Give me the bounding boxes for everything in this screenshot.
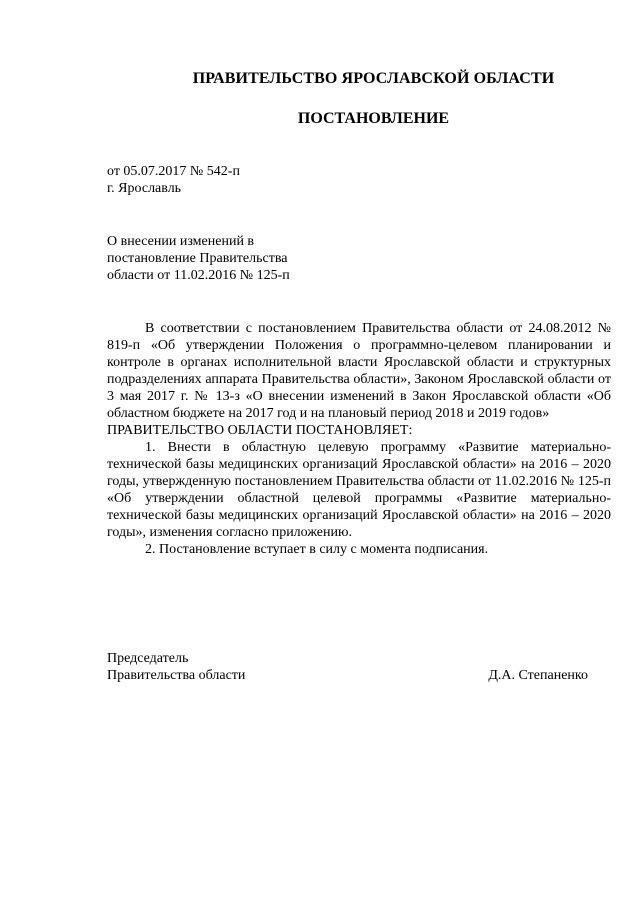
subject-line: О внесении изменений в <box>107 234 255 249</box>
date-number: от 05.07.2017 № 542-п <box>107 164 240 179</box>
item-paragraph: 2. Постановление вступает в силу с момента подписания. <box>145 542 489 557</box>
signature-block <box>107 650 588 684</box>
signer-title-line: Правительства области <box>107 668 246 683</box>
preamble-paragraph: В соответствии с постановлением Правительства области от 24.08.2012 № 819-п «Об утверждении Положения о программно-целевом планировании и контроле в органах исполнительной власти Ярославской области и структурных подразделениях аппарата Правительства области», Законом Ярославской области от 3 мая 2017 г. № 13-з «О внесении изменений в Закон Ярославской области «Об областном бюджете на 2017 год и на плановый период 2018 и 2019 годов» <box>107 321 611 421</box>
city: г. Ярославль <box>107 181 182 196</box>
signer-name: Д.А. Степаненко <box>488 668 588 683</box>
organization-heading: ПРАВИТЕЛЬСТВО ЯРОСЛАВСКОЙ ОБЛАСТИ <box>192 70 555 87</box>
document-body <box>107 320 611 558</box>
document-subject <box>107 233 290 284</box>
subject-line: постановление Правительства <box>107 251 288 266</box>
subject-line: области от 11.02.2016 № 125-п <box>107 268 290 283</box>
document-meta <box>107 163 240 197</box>
decree-line: ПРАВИТЕЛЬСТВО ОБЛАСТИ ПОСТАНОВЛЯЕТ: <box>107 423 413 438</box>
document-type-heading: ПОСТАНОВЛЕНИЕ <box>297 110 450 127</box>
item-paragraph: 1. Внести в областную целевую программу «Развитие материально-технической базы медицинских организаций Ярославской области» на 2016 – 2020 годы, утвержденную постановлением Правительства области от 11.02.2016 № 125-п «Об утверждении областной целевой программы «Развитие материально-технической базы медицинских организаций Ярославской области» на 2016 – 2020 годы», изменения согласно приложению. <box>107 440 611 540</box>
signer-title-line: Председатель <box>107 651 189 666</box>
